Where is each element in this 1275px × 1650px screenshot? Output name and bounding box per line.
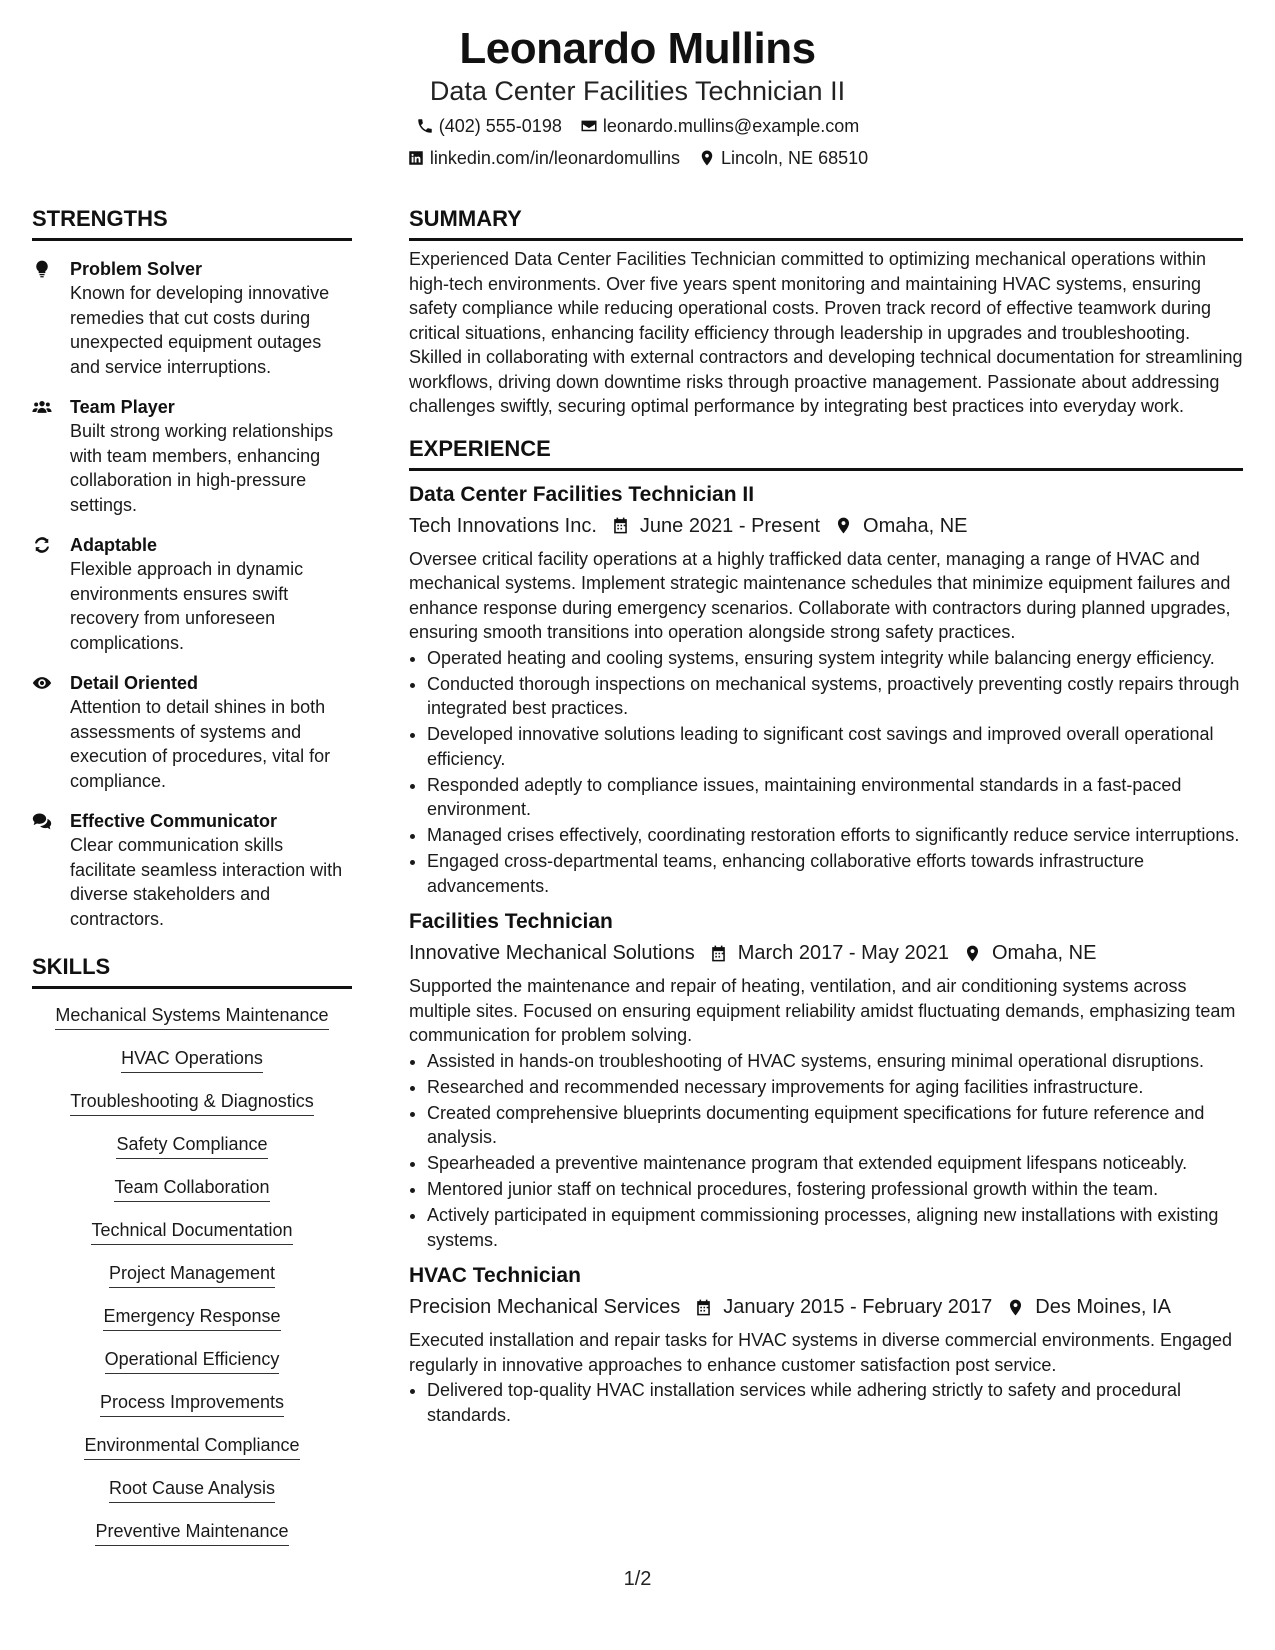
experience-entry [409, 1262, 1243, 1427]
location-contact [698, 144, 868, 172]
left-column [32, 205, 352, 1562]
calendar-icon [709, 944, 728, 963]
location-text: Lincoln, NE 68510 [721, 148, 869, 168]
strength-desc: Built strong working relationships with team members, enhancing collaboration in high-pressure settings. [70, 421, 334, 515]
phone-text: (402) 555-0198 [438, 116, 562, 136]
calendar-icon [694, 1298, 713, 1317]
company-name: Innovative Mechanical Solutions [409, 942, 695, 964]
job-bullets [409, 646, 1243, 899]
skills-heading: SKILLS [32, 953, 352, 989]
job-bullets [409, 1049, 1243, 1253]
map-marker-icon [963, 944, 982, 963]
skill-item: Root Cause Analysis [32, 1476, 352, 1503]
strength-title: Adaptable [70, 535, 158, 555]
strength-item [32, 533, 352, 655]
strength-title: Effective Communicator [70, 811, 278, 831]
skill-item: Emergency Response [32, 1304, 352, 1331]
lightbulb-icon [32, 259, 52, 279]
job-title: Data Center Facilities Technician II [409, 482, 755, 506]
phone-icon [416, 117, 434, 135]
strength-desc: Attention to detail shines in both assessments of systems and execution of procedures, vital for compliance. [70, 697, 331, 791]
strengths-heading: STRENGTHS [32, 205, 352, 241]
list-item: • Mentored junior staff on technical procedures, fostering professional growth within the team. [427, 1177, 1243, 1202]
list-item: • Researched and recommended necessary improvements for aging facilities infrastructure. [427, 1075, 1243, 1100]
skill-item: Mechanical Systems Maintenance [32, 1003, 352, 1030]
experience-heading: EXPERIENCE [409, 435, 1243, 471]
list-item: • Developed innovative solutions leading to significant cost savings and improved overall operational efficiency. [427, 722, 1243, 771]
job-bullets [409, 1378, 1243, 1427]
strength-item [32, 671, 352, 793]
strength-desc: Known for developing innovative remedies that cut costs during unexpected equipment outages and service interruptions. [70, 283, 330, 377]
job-description: Oversee critical facility operations at a highly trafficked data center, managing a range of HVAC and mechanical systems. Implement strategic maintenance schedules that minimize equipment failures and enhance response during emergency scenarios. Collaborate with contractors during planned upgrades, ensuring smooth transitions into operation alongside strong safety practices. [409, 548, 1231, 642]
list-item: • Responded adeptly to compliance issues, maintaining environmental standards in a fast-paced environment. [427, 773, 1243, 822]
phone-contact[interactable] [416, 112, 562, 140]
skill-item: Troubleshooting & Diagnostics [32, 1089, 352, 1116]
linkedin-text: linkedin.com/in/leonardomullins [429, 148, 681, 168]
job-dates: January 2015 - February 2017 [723, 1296, 993, 1318]
job-location: Omaha, NE [991, 942, 1097, 964]
skill-item: Team Collaboration [32, 1175, 352, 1202]
experience-entry [409, 908, 1243, 1252]
summary-text: Experienced Data Center Facilities Technician committed to optimizing mechanical operations within high-tech environments. Over five years spent monitoring and maintaining HVAC systems, ensuring safety compliance while reducing operational costs. Proven track record of effective teamwork during critical situations, enhancing facility efficiency through leadership in upgrades and troubleshooting. Skilled in collaborating with external contractors and developing technical documentation for streamlining workflows, driving down downtime risks through proactive management. Passionate about addressing challenges swiftly, securing optimal performance by integrating best practices into everyday work. [409, 249, 1243, 416]
list-item: • Engaged cross-departmental teams, enhancing collaborative efforts towards infrastructure advancements. [427, 849, 1243, 898]
calendar-icon [611, 516, 630, 535]
linkedin-icon [407, 149, 425, 167]
sync-icon [32, 535, 52, 555]
company-name: Precision Mechanical Services [409, 1296, 681, 1318]
job-description: Supported the maintenance and repair of heating, ventilation, and air conditioning systems across multiple sites. Focused on ensuring equipment reliability amidst fluctuating demands, emphasizing team communication for problem solving. [409, 976, 1236, 1045]
skill-item: Operational Efficiency [32, 1347, 352, 1374]
page-number: 1/2 [623, 1568, 652, 1590]
strength-item [32, 395, 352, 517]
strength-desc: Clear communication skills facilitate seamless interaction with diverse stakeholders and contractors. [70, 835, 343, 929]
candidate-name: Leonardo Mullins [459, 24, 816, 73]
job-meta [409, 511, 1243, 541]
list-item: • Spearheaded a preventive maintenance program that extended equipment lifespans noticeably. [427, 1151, 1243, 1176]
job-title-headline: Data Center Facilities Technician II [429, 76, 846, 106]
list-item: • Conducted thorough inspections on mechanical systems, proactively preventing costly repairs through integrated best practices. [427, 672, 1243, 721]
contact-row-1 [0, 112, 1275, 140]
company-name: Tech Innovations Inc. [409, 514, 597, 537]
strength-item [32, 809, 352, 931]
map-marker-icon [1006, 1298, 1025, 1317]
map-marker-icon [698, 149, 716, 167]
list-item: • Actively participated in equipment commissioning processes, aligning new installations with existing systems. [427, 1203, 1243, 1252]
strength-item [32, 257, 352, 379]
job-meta [409, 938, 1243, 968]
summary-heading: SUMMARY [409, 205, 1243, 241]
list-item: • Delivered top-quality HVAC installation services while adhering strictly to safety and procedural standards. [427, 1378, 1243, 1427]
linkedin-contact[interactable] [407, 144, 680, 172]
job-location: Des Moines, IA [1035, 1296, 1171, 1318]
skill-item: Technical Documentation [32, 1218, 352, 1245]
skills-list [32, 1003, 352, 1546]
skill-item: Safety Compliance [32, 1132, 352, 1159]
users-icon [32, 397, 52, 417]
skill-item: Process Improvements [32, 1390, 352, 1417]
job-meta [409, 1292, 1243, 1322]
job-title: HVAC Technician [409, 1264, 581, 1287]
eye-icon [32, 673, 52, 693]
skill-item: HVAC Operations [32, 1046, 352, 1073]
list-item: • Created comprehensive blueprints documenting equipment specifications for future reference and analysis. [427, 1101, 1243, 1150]
job-dates: June 2021 - Present [639, 514, 821, 537]
strength-title: Detail Oriented [70, 673, 199, 693]
comments-icon [32, 811, 52, 831]
job-dates: March 2017 - May 2021 [737, 942, 949, 964]
job-location: Omaha, NE [863, 514, 968, 537]
skill-item: Preventive Maintenance [32, 1519, 352, 1546]
skill-item: Project Management [32, 1261, 352, 1288]
email-contact[interactable] [580, 112, 859, 140]
job-title: Facilities Technician [409, 910, 613, 933]
job-description: Executed installation and repair tasks for HVAC systems in diverse commercial environments. Engaged regularly in innovative approaches to enhance customer satisfaction post service. [409, 1330, 1233, 1375]
resume-header [0, 22, 1275, 172]
strength-desc: Flexible approach in dynamic environments ensures swift recovery from unforeseen complications. [70, 559, 304, 653]
list-item: • Managed crises effectively, coordinating restoration efforts to significantly reduce service interruptions. [427, 823, 1243, 848]
skill-item: Environmental Compliance [32, 1433, 352, 1460]
list-item: • Assisted in hands-on troubleshooting of HVAC systems, ensuring minimal operational disruptions. [427, 1049, 1243, 1074]
map-marker-icon [834, 516, 853, 535]
contact-row-2 [0, 144, 1275, 172]
experience-entry [409, 481, 1243, 899]
right-column [409, 205, 1243, 1429]
envelope-icon [580, 117, 598, 135]
strength-title: Problem Solver [70, 259, 203, 279]
list-item: • Operated heating and cooling systems, ensuring system integrity while balancing energy efficiency. [427, 646, 1243, 671]
email-text: leonardo.mullins@example.com [602, 116, 860, 136]
strength-title: Team Player [70, 397, 175, 417]
